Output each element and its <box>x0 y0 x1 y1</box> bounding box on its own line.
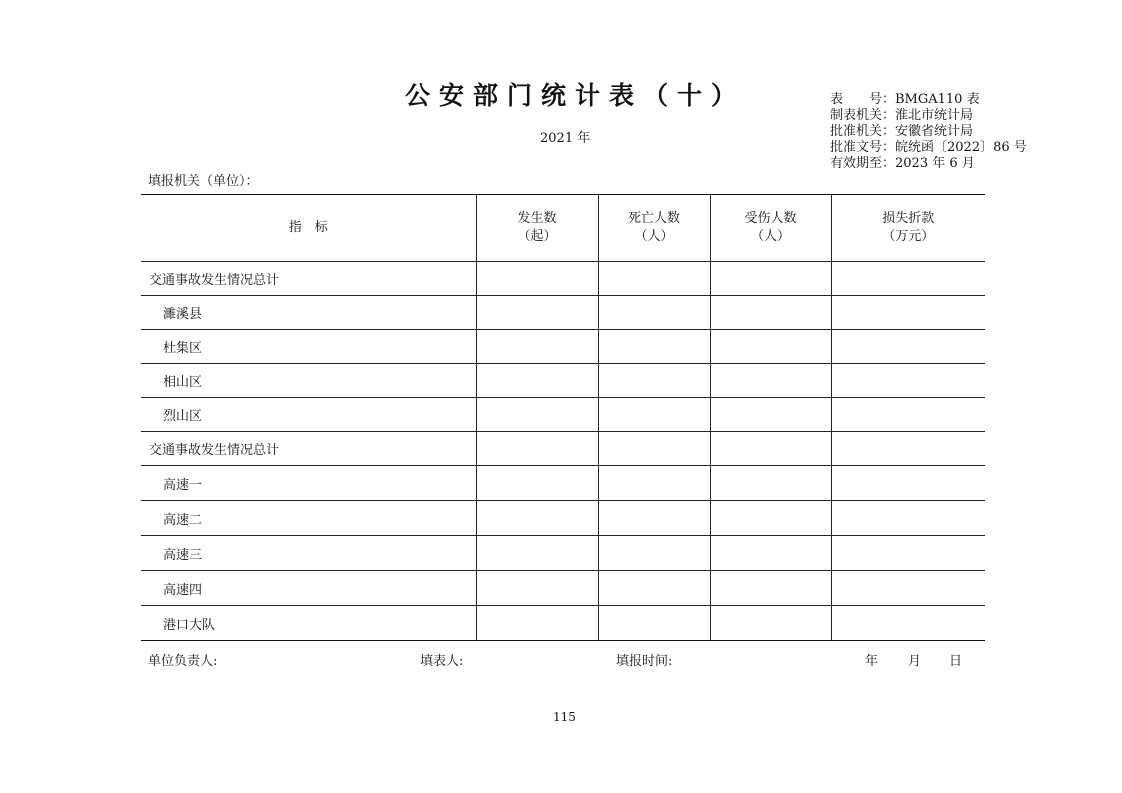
cell-injuries[interactable] <box>710 330 831 364</box>
date-year-label: 年 <box>865 654 879 669</box>
cell-injuries[interactable] <box>710 296 831 330</box>
row-label: 高速二 <box>141 501 476 536</box>
cell-deaths[interactable] <box>598 536 710 571</box>
form-metadata <box>830 92 1027 172</box>
row-label: 烈山区 <box>141 398 476 432</box>
page-title: 公安部门统计表（十） <box>405 81 746 110</box>
reporting-unit-label: 填报机关（单位）： <box>148 174 259 189</box>
header-injuries: 受伤人数 （人） <box>710 195 831 262</box>
cell-deaths[interactable] <box>598 432 710 466</box>
page-number: 115 <box>553 710 576 724</box>
unit-responsible-label: 单位负责人: <box>148 654 218 669</box>
cell-deaths[interactable] <box>598 466 710 501</box>
table-header-row <box>141 195 985 262</box>
cell-injuries[interactable] <box>710 432 831 466</box>
cell-deaths[interactable] <box>598 296 710 330</box>
cell-deaths[interactable] <box>598 262 710 296</box>
table-row <box>141 606 985 641</box>
cell-deaths[interactable] <box>598 364 710 398</box>
cell-deaths[interactable] <box>598 606 710 641</box>
header-deaths: 死亡人数 （人） <box>598 195 710 262</box>
cell-incidents[interactable] <box>476 398 598 432</box>
table-row <box>141 432 985 466</box>
statistics-table <box>141 194 985 641</box>
cell-incidents[interactable] <box>476 466 598 501</box>
table-row <box>141 398 985 432</box>
header-incidents: 发生数 （起） <box>476 195 598 262</box>
date-day-label: 日 <box>949 654 963 669</box>
cell-injuries[interactable] <box>710 466 831 501</box>
cell-losses[interactable] <box>831 364 985 398</box>
header-indicator: 指 标 <box>141 195 476 262</box>
cell-losses[interactable] <box>831 501 985 536</box>
table-row <box>141 296 985 330</box>
cell-incidents[interactable] <box>476 364 598 398</box>
row-label: 交通事故发生情况总计 <box>141 432 476 466</box>
meta-approving-authority: 批准机关：安徽省统计局 <box>830 124 974 139</box>
cell-losses[interactable] <box>831 432 985 466</box>
meta-form-number: 表 号：BMGA110 表 <box>830 92 980 107</box>
cell-incidents[interactable] <box>476 536 598 571</box>
cell-incidents[interactable] <box>476 606 598 641</box>
table-row <box>141 364 985 398</box>
cell-incidents[interactable] <box>476 432 598 466</box>
cell-losses[interactable] <box>831 262 985 296</box>
meta-valid-until: 有效期至：2023 年 6 月 <box>830 156 975 171</box>
meta-issuing-authority: 制表机关：淮北市统计局 <box>830 108 974 123</box>
row-label: 高速一 <box>141 466 476 501</box>
preparer-label: 填表人: <box>420 654 464 669</box>
cell-injuries[interactable] <box>710 501 831 536</box>
row-label: 高速三 <box>141 536 476 571</box>
cell-losses[interactable] <box>831 330 985 364</box>
cell-losses[interactable] <box>831 606 985 641</box>
row-label: 杜集区 <box>141 330 476 364</box>
row-label: 濉溪县 <box>141 296 476 330</box>
cell-incidents[interactable] <box>476 330 598 364</box>
cell-deaths[interactable] <box>598 571 710 606</box>
cell-injuries[interactable] <box>710 571 831 606</box>
cell-injuries[interactable] <box>710 262 831 296</box>
cell-losses[interactable] <box>831 466 985 501</box>
table-row <box>141 501 985 536</box>
row-label: 交通事故发生情况总计 <box>141 262 476 296</box>
row-label: 高速四 <box>141 571 476 606</box>
cell-incidents[interactable] <box>476 501 598 536</box>
cell-injuries[interactable] <box>710 364 831 398</box>
table-row <box>141 262 985 296</box>
row-label: 港口大队 <box>141 606 476 641</box>
table-row <box>141 466 985 501</box>
table-row <box>141 571 985 606</box>
cell-losses[interactable] <box>831 536 985 571</box>
table-row <box>141 536 985 571</box>
row-label: 相山区 <box>141 364 476 398</box>
date-label: 填报时间: <box>616 654 673 669</box>
header-losses: 损失折款 （万元） <box>831 195 985 262</box>
cell-losses[interactable] <box>831 571 985 606</box>
cell-incidents[interactable] <box>476 571 598 606</box>
date-month-label: 月 <box>908 654 922 669</box>
report-year: 2021 年 <box>540 131 591 146</box>
cell-deaths[interactable] <box>598 398 710 432</box>
cell-losses[interactable] <box>831 398 985 432</box>
cell-incidents[interactable] <box>476 296 598 330</box>
meta-approval-document: 批准文号：皖统函〔2022〕86 号 <box>830 140 1027 155</box>
table-row <box>141 330 985 364</box>
cell-deaths[interactable] <box>598 330 710 364</box>
cell-injuries[interactable] <box>710 536 831 571</box>
cell-losses[interactable] <box>831 296 985 330</box>
cell-incidents[interactable] <box>476 262 598 296</box>
cell-injuries[interactable] <box>710 606 831 641</box>
signature-footer <box>148 650 968 668</box>
cell-deaths[interactable] <box>598 501 710 536</box>
cell-injuries[interactable] <box>710 398 831 432</box>
